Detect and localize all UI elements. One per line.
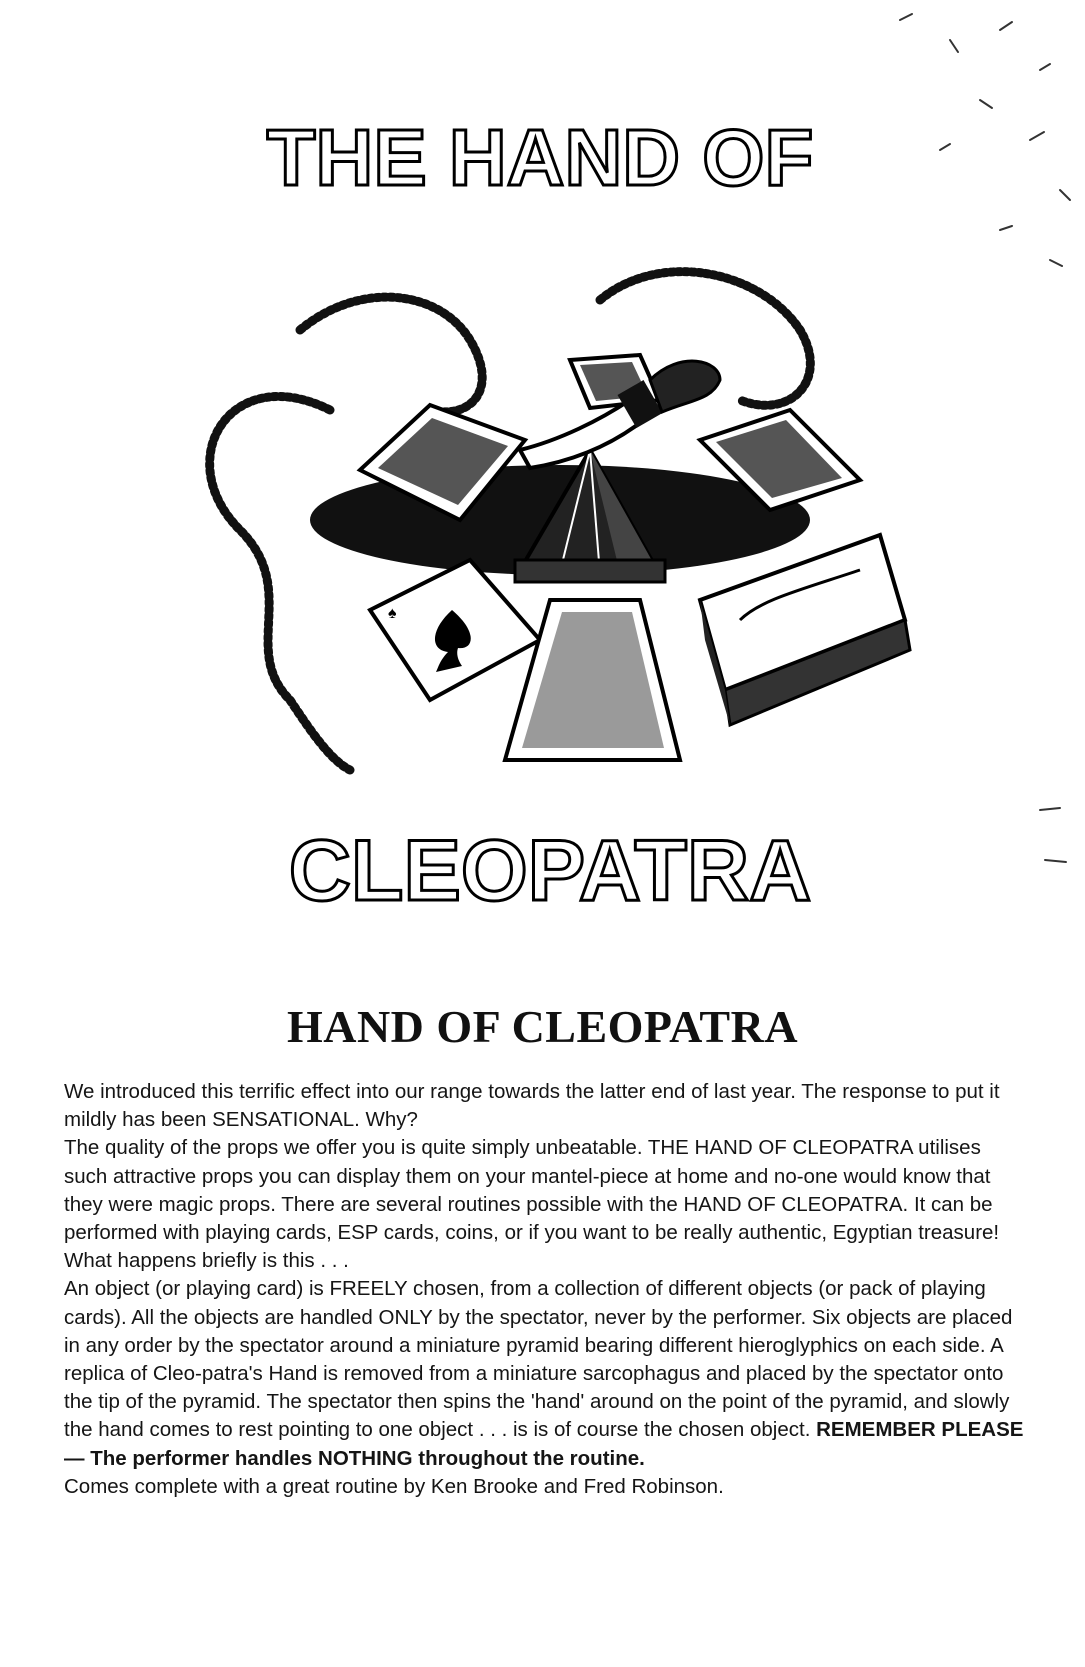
speckle-texture (900, 14, 1070, 862)
remember-note: REMEMBER PLEASE — The performer handles NOTHING throughout the routine. (64, 1418, 1024, 1470)
paragraph-intro: We introduced this terrific effect into our range towards the latter end of last year. The response to put it mildly has been SENSATIONAL. Why? (64, 1080, 1000, 1132)
heading-top: THE HAND OF (266, 113, 814, 202)
paragraph-props: The quality of the props we offer you is quite simply unbeatable. THE HAND OF CLEOPATRA utilises such attractive props you can display them on your mantel-piece at home and no-one would know that they were magic props. There are several routines possible with the HAND OF CLEOPATRA. It can be performed with playing cards, ESP cards, coins, or if you want to be really authentic, Egyptian treasure! What happens briefly is this . . . (64, 1136, 1000, 1273)
paragraph-routine: Comes complete with a great routine by Ken Brooke and Fred Robinson. (64, 1474, 724, 1498)
page-title: HAND OF CLEOPATRA (286, 1001, 799, 1052)
svg-text:♠: ♠ (388, 605, 397, 622)
paragraph-effect (64, 1275, 1024, 1472)
heading-bottom: CLEOPATRA (288, 823, 812, 919)
sarcophagus (700, 535, 910, 725)
playing-card-front (505, 600, 680, 760)
effect-text: An object (or playing card) is FREELY chosen, from a collection of different objects (or pack of playing cards). All the objects are handled ONLY by the spectator, never by the performer. Six objects are placed in any order by the spectator around a miniature pyramid bearing different hieroglyphics on each side. A replica of Cleo-patra's Hand is removed from a miniature sarcophagus and placed by the spectator onto the tip of the pyramid. The spectator then spins the 'hand' around on the point of the pyramid, and slowly the hand comes to rest pointing to one object . . . is is of course the chosen object. (64, 1277, 1013, 1442)
product-description (64, 1078, 1024, 1501)
